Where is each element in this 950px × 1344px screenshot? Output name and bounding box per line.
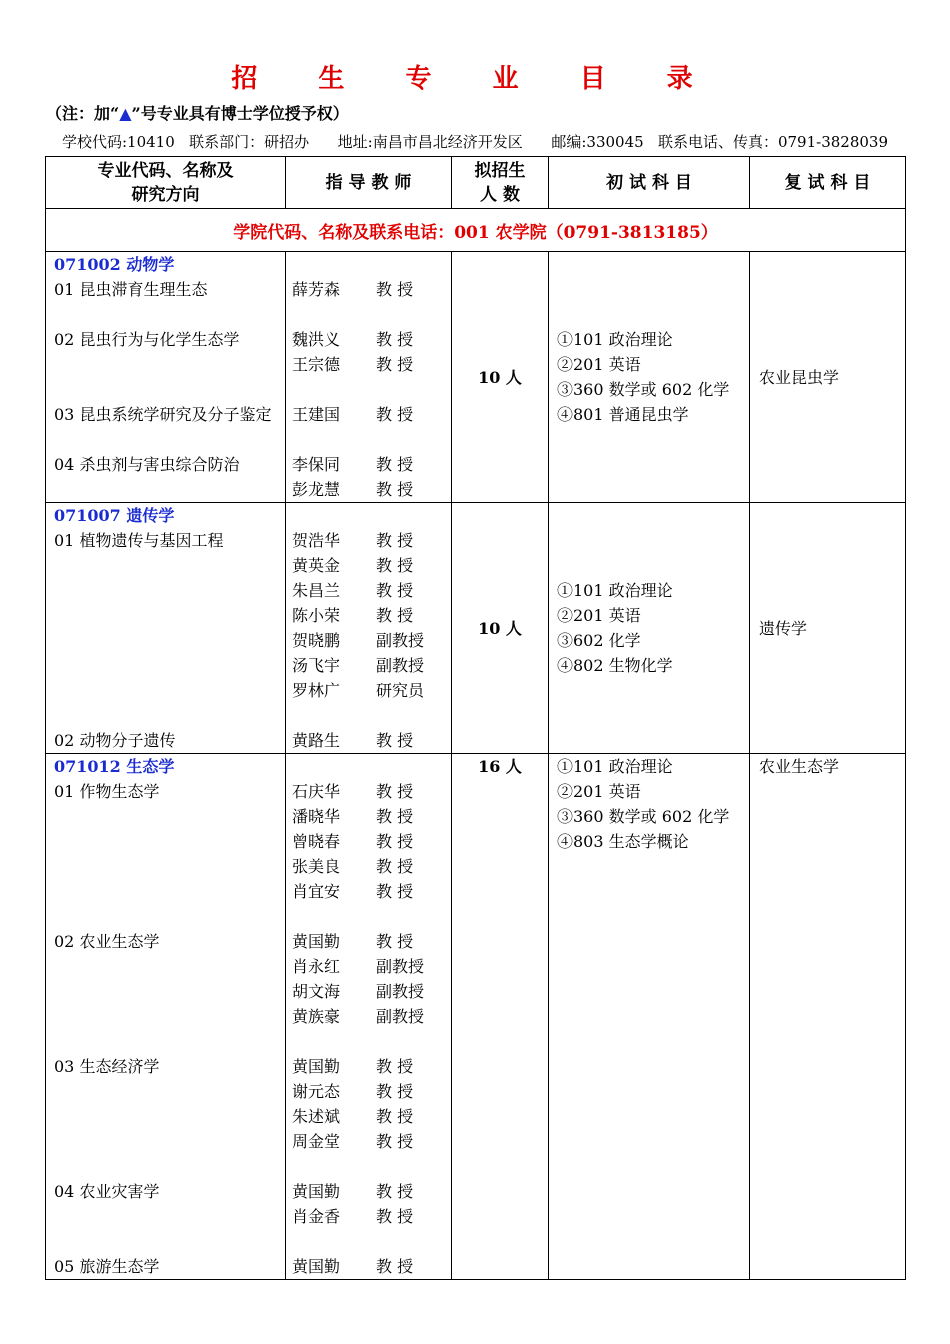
direction-name: 03 昆虫系统学研究及分子鉴定 xyxy=(54,405,272,424)
doctoral-note xyxy=(46,101,349,124)
teacher-row xyxy=(292,879,451,904)
major-row xyxy=(46,252,906,503)
teacher-title: 教 授 xyxy=(376,531,414,550)
teacher-title: 副教授 xyxy=(376,1007,425,1026)
teacher-name: 黄国勤 xyxy=(292,932,341,951)
teacher-name: 彭龙慧 xyxy=(292,480,341,499)
exam-subject: ①101 政治理论 xyxy=(557,757,673,776)
exam-subject: ②201 英语 xyxy=(557,355,641,374)
header-major xyxy=(46,157,286,209)
teacher-title: 教 授 xyxy=(376,782,414,801)
major-row xyxy=(46,754,906,1280)
teacher-name: 朱昌兰 xyxy=(292,581,341,600)
enrollment-count: 16 人 xyxy=(478,757,522,776)
direction-name: 01 植物遗传与基因工程 xyxy=(54,531,224,550)
teacher-title: 副教授 xyxy=(376,656,425,675)
direction-name: 01 作物生态学 xyxy=(54,782,160,801)
teacher-title: 教 授 xyxy=(376,1257,414,1276)
blank-line xyxy=(54,979,285,1004)
teacher-name: 肖金香 xyxy=(292,1207,341,1226)
direction-name: 04 杀虫剂与害虫综合防治 xyxy=(54,455,240,474)
blank-line xyxy=(292,1229,451,1254)
count-cell xyxy=(452,503,549,754)
teacher-title: 教 授 xyxy=(376,556,414,575)
blank-line xyxy=(54,954,285,979)
teacher-name: 黄国勤 xyxy=(292,1057,341,1076)
blank-line xyxy=(54,578,285,603)
header-count-line2: 人 数 xyxy=(480,184,520,205)
header-exam: 初 试 科 目 xyxy=(549,157,750,209)
teacher-name: 谢元态 xyxy=(292,1082,341,1101)
teacher-title: 副教授 xyxy=(376,957,425,976)
teacher-name: 薛芳森 xyxy=(292,280,341,299)
note-suffix: ”号专业具有博士学位授予权） xyxy=(131,104,349,123)
major-code-name: 071007 遗传学 xyxy=(54,506,175,525)
teacher-title: 教 授 xyxy=(376,807,414,826)
retest-subject: 农业昆虫学 xyxy=(759,367,840,387)
exam-subject: ④801 普通昆虫学 xyxy=(557,405,689,424)
teacher-row xyxy=(292,578,451,603)
teacher-row xyxy=(292,603,451,628)
teacher-title: 教 授 xyxy=(376,832,414,851)
direction-name: 03 生态经济学 xyxy=(54,1057,160,1076)
teacher-title: 研究员 xyxy=(376,681,425,700)
blank-line xyxy=(292,754,451,779)
header-count-line1: 拟招生 xyxy=(474,160,526,181)
teacher-title: 教 授 xyxy=(376,480,414,499)
teacher-title: 教 授 xyxy=(376,606,414,625)
teacher-name: 肖永红 xyxy=(292,957,341,976)
teacher-title: 教 授 xyxy=(376,1207,414,1226)
retest-cell xyxy=(750,503,906,754)
teacher-title: 教 授 xyxy=(376,1082,414,1101)
teacher-title: 教 授 xyxy=(376,355,414,374)
teacher-name: 王建国 xyxy=(292,405,341,424)
teacher-name: 黄族豪 xyxy=(292,1007,341,1026)
teacher-row xyxy=(292,1254,451,1279)
teachers-cell xyxy=(286,252,452,503)
blank-line xyxy=(54,904,285,929)
college-row xyxy=(46,209,906,252)
header-major-line2: 研究方向 xyxy=(131,184,200,205)
exam-subject: ②201 英语 xyxy=(557,782,641,801)
blank-line xyxy=(54,854,285,879)
direction-name: 02 农业生态学 xyxy=(54,932,160,951)
direction-name: 04 农业灾害学 xyxy=(54,1182,160,1201)
blank-line xyxy=(54,879,285,904)
teacher-row xyxy=(292,277,451,302)
teacher-name: 张美良 xyxy=(292,857,341,876)
teacher-row xyxy=(292,854,451,879)
exam-subject: ③602 化学 xyxy=(557,631,641,650)
teacher-name: 王宗德 xyxy=(292,355,341,374)
major-directions-cell xyxy=(46,754,286,1280)
teacher-row xyxy=(292,1054,451,1079)
blank-line xyxy=(54,427,285,452)
teacher-title: 教 授 xyxy=(376,1057,414,1076)
blank-line xyxy=(54,477,285,502)
teacher-row xyxy=(292,553,451,578)
teacher-name: 周金堂 xyxy=(292,1132,341,1151)
teacher-name: 贺浩华 xyxy=(292,531,341,550)
exam-subject: ①101 政治理论 xyxy=(557,581,673,600)
direction-name: 01 昆虫滞育生理生态 xyxy=(54,280,208,299)
direction-name: 02 动物分子遗传 xyxy=(54,731,176,750)
exam-subject: ③360 数学或 602 化学 xyxy=(557,807,730,826)
teacher-title: 教 授 xyxy=(376,1132,414,1151)
blank-line xyxy=(54,678,285,703)
teacher-title: 教 授 xyxy=(376,857,414,876)
teacher-row xyxy=(292,327,451,352)
blank-line xyxy=(292,1154,451,1179)
header-major-line1: 专业代码、名称及 xyxy=(97,160,234,181)
school-info: 学校代码:10410 联系部门：研招办 地址:南昌市昌北经济开发区 邮编:330045 联系电话、传真：0791-3828039 xyxy=(62,133,889,151)
exam-subject: ③360 数学或 602 化学 xyxy=(557,380,730,399)
teacher-row xyxy=(292,628,451,653)
teacher-title: 教 授 xyxy=(376,731,414,750)
teacher-name: 黄路生 xyxy=(292,731,341,750)
blank-line xyxy=(54,603,285,628)
enrollment-count: 10 人 xyxy=(478,618,522,638)
teacher-name: 罗林广 xyxy=(292,681,341,700)
blank-line xyxy=(292,1029,451,1054)
blank-line xyxy=(292,252,451,277)
teacher-title: 教 授 xyxy=(376,932,414,951)
teacher-row xyxy=(292,352,451,377)
teacher-title: 教 授 xyxy=(376,330,414,349)
header-row xyxy=(46,157,906,209)
header-teacher: 指 导 教 师 xyxy=(286,157,452,209)
teacher-title: 教 授 xyxy=(376,280,414,299)
teacher-name: 汤飞宇 xyxy=(292,656,341,675)
blank-line xyxy=(54,553,285,578)
blank-line xyxy=(54,377,285,402)
college-info: 学院代码、名称及联系电话：001 农学院（0791-3813185） xyxy=(46,209,906,252)
blank-line xyxy=(54,1104,285,1129)
teacher-row xyxy=(292,1004,451,1029)
teacher-name: 朱述斌 xyxy=(292,1107,341,1126)
blank-line xyxy=(54,829,285,854)
teacher-title: 副教授 xyxy=(376,631,425,650)
count-cell xyxy=(452,252,549,503)
retest-cell xyxy=(750,754,906,1280)
teacher-row xyxy=(292,1104,451,1129)
blank-line xyxy=(54,703,285,728)
retest-cell xyxy=(750,252,906,503)
blank-line xyxy=(292,503,451,528)
exam-subject: ②201 英语 xyxy=(557,606,641,625)
exam-cell xyxy=(549,252,750,503)
teacher-row xyxy=(292,804,451,829)
teacher-row xyxy=(292,1179,451,1204)
teacher-row xyxy=(292,1129,451,1154)
teacher-row xyxy=(292,653,451,678)
direction-name: 05 旅游生态学 xyxy=(54,1257,160,1276)
blank-line xyxy=(54,1029,285,1054)
teacher-row xyxy=(292,779,451,804)
teacher-name: 黄国勤 xyxy=(292,1182,341,1201)
triangle-icon: ▲ xyxy=(119,104,132,123)
retest-subject: 农业生态学 xyxy=(759,757,840,776)
teacher-name: 肖宜安 xyxy=(292,882,341,901)
teachers-cell xyxy=(286,754,452,1280)
teacher-title: 教 授 xyxy=(376,1107,414,1126)
exam-subject: ①101 政治理论 xyxy=(557,330,673,349)
page-title: 招 生 专 业 目 录 xyxy=(231,64,719,94)
exam-subject: ④803 生态学概论 xyxy=(557,832,689,851)
teacher-title: 教 授 xyxy=(376,581,414,600)
teacher-row xyxy=(292,452,451,477)
teacher-title: 教 授 xyxy=(376,1182,414,1201)
teacher-row xyxy=(292,678,451,703)
teacher-name: 贺晓鹏 xyxy=(292,631,341,650)
teacher-row xyxy=(292,728,451,753)
direction-name: 02 昆虫行为与化学生态学 xyxy=(54,330,240,349)
blank-line xyxy=(54,302,285,327)
teacher-title: 教 授 xyxy=(376,405,414,424)
teacher-row xyxy=(292,1079,451,1104)
retest-subject: 遗传学 xyxy=(759,618,808,638)
teacher-name: 黄英金 xyxy=(292,556,341,575)
teacher-name: 黄国勤 xyxy=(292,1257,341,1276)
blank-line xyxy=(54,628,285,653)
count-cell xyxy=(452,754,549,1280)
blank-line xyxy=(292,302,451,327)
blank-line xyxy=(54,1204,285,1229)
blank-line xyxy=(54,1079,285,1104)
major-directions-cell xyxy=(46,503,286,754)
blank-line xyxy=(292,703,451,728)
header-retest: 复 试 科 目 xyxy=(750,157,906,209)
exam-cell xyxy=(549,754,750,1280)
note-prefix: （注：加“ xyxy=(46,104,120,123)
blank-line xyxy=(54,804,285,829)
exam-cell xyxy=(549,503,750,754)
teacher-row xyxy=(292,528,451,553)
teacher-row xyxy=(292,979,451,1004)
teacher-name: 李保同 xyxy=(292,455,341,474)
major-code-name: 071002 动物学 xyxy=(54,255,175,274)
blank-line xyxy=(54,1129,285,1154)
catalog-table xyxy=(45,156,906,1280)
major-row xyxy=(46,503,906,754)
blank-line xyxy=(292,904,451,929)
blank-line xyxy=(54,1154,285,1179)
teacher-title: 副教授 xyxy=(376,982,425,1001)
blank-line xyxy=(54,1229,285,1254)
exam-subject: ④802 生物化学 xyxy=(557,656,673,675)
major-code-name: 071012 生态学 xyxy=(54,757,175,776)
teacher-row xyxy=(292,402,451,427)
blank-line xyxy=(292,377,451,402)
blank-line xyxy=(292,427,451,452)
teacher-row xyxy=(292,829,451,854)
teacher-name: 曾晓春 xyxy=(292,832,341,851)
teacher-title: 教 授 xyxy=(376,455,414,474)
teacher-name: 石庆华 xyxy=(292,782,341,801)
header-count xyxy=(452,157,549,209)
teacher-row xyxy=(292,954,451,979)
teacher-title: 教 授 xyxy=(376,882,414,901)
teacher-name: 陈小荣 xyxy=(292,606,341,625)
blank-line xyxy=(54,653,285,678)
enrollment-count: 10 人 xyxy=(478,367,522,387)
teacher-row xyxy=(292,1204,451,1229)
teacher-name: 胡文海 xyxy=(292,982,341,1001)
teacher-name: 潘晓华 xyxy=(292,807,341,826)
teacher-name: 魏洪义 xyxy=(292,330,341,349)
blank-line xyxy=(54,352,285,377)
blank-line xyxy=(54,1004,285,1029)
teachers-cell xyxy=(286,503,452,754)
teacher-row xyxy=(292,477,451,502)
teacher-row xyxy=(292,929,451,954)
major-directions-cell xyxy=(46,252,286,503)
